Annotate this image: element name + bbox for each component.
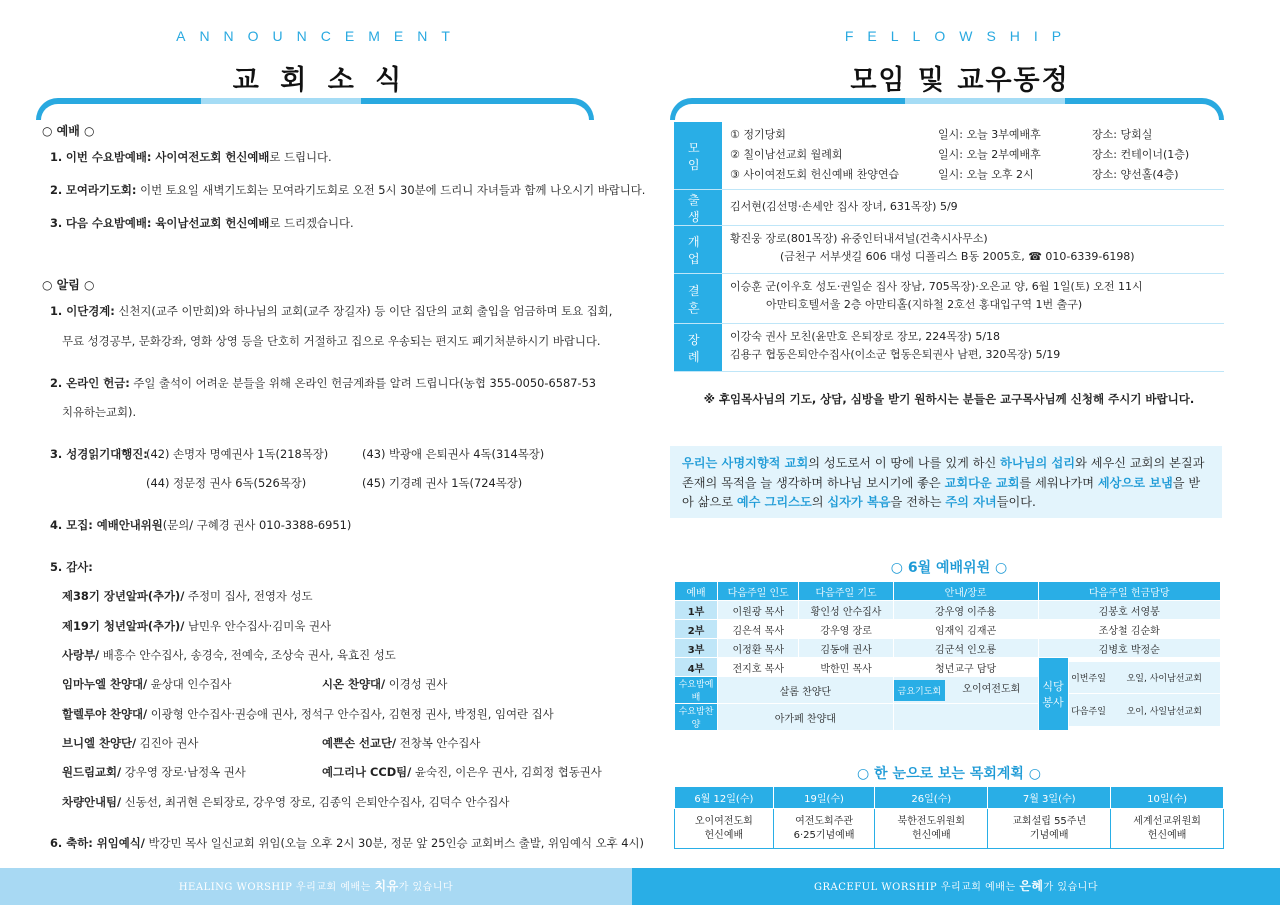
funeral-row bbox=[674, 324, 1224, 372]
wedding-label: 결 혼 bbox=[674, 274, 722, 323]
pastoral-plan-title: ○ 한 눈으로 보는 목회계획 ○ bbox=[856, 766, 1042, 782]
meeting-place: 장소: 컨테이너(1층) bbox=[1092, 148, 1190, 161]
notice-6: 6. 축하: 위임예식/ 박강민 목사 일신교회 위임(오늘 오후 2시 30분, 정문 앞 25인승 교회버스 출발, 위임예식 오후 4시) bbox=[50, 836, 644, 850]
funeral-label: 장 례 bbox=[674, 324, 722, 371]
opening-line-1: 황진웅 장로(801목장) 유중인터내셔널(건축시사무소) bbox=[730, 232, 988, 245]
table-row: 4부 전지호 목사 박한민 목사 청년교구 담당 식당 봉사 이번주일 오일, 사이남선교회 다음주일 오이, 사일남선교회 bbox=[675, 658, 1221, 677]
right-header-arc bbox=[670, 98, 1224, 120]
mission-text: 와 세우신 교회의 본질과 존재의 목적을 늘 생각하며 하나님 보시기에 좋은 bbox=[682, 456, 1205, 490]
fellowship-title: 모임 및 교우동정 bbox=[850, 65, 1070, 96]
plan-event: 교회설립 55주년 기념예배 bbox=[988, 809, 1111, 849]
thanks-item: 제19기 청년알파(추가)/ 남민우 안수집사·김미욱 권사 bbox=[62, 619, 331, 633]
bible-reading-43: (43) 박광애 은퇴권사 4독(314목장) bbox=[362, 447, 545, 461]
thanks-item: 임마누엘 찬양대/ 윤상대 인수집사 bbox=[62, 677, 232, 691]
plan-date: 26일(수) bbox=[875, 787, 988, 809]
mission-highlight: 세상으로 보냄 bbox=[1097, 475, 1173, 490]
mission-highlight: 우리는 사명지향적 교회 bbox=[682, 456, 809, 470]
thanks-item: 시온 찬양대/ 이경성 권사 bbox=[322, 677, 448, 691]
table-row: 2부 김은석 목사 강우영 장로 임재익 김재곤 조상철 김순화 bbox=[675, 620, 1221, 639]
table-header: 안내/장로 bbox=[893, 582, 1038, 601]
thanks-item: 원드림교회/ 강우영 장로·남정옥 권사 bbox=[62, 765, 246, 779]
meal-this-week-value: 오일, 사이남선교회 bbox=[1126, 674, 1202, 684]
pastor-notice: ※ 후임목사님의 기도, 상담, 심방을 받기 원하시는 분들은 교구목사님께 신청해 주시기 바랍니다. bbox=[703, 392, 1195, 406]
table-row: 1부 이원광 목사 황인성 안수집사 강우영 이주용 김봉호 서영봉 bbox=[675, 601, 1221, 620]
thanks-item: 제38기 장년알파(추가)/ 주정미 집사, 전영자 성도 bbox=[62, 589, 313, 603]
meeting-place: 장소: 양선홀(4층) bbox=[1092, 168, 1179, 181]
birth-row bbox=[674, 190, 1224, 226]
funeral-line-1: 이강숙 권사 모친(윤만호 은퇴장로 장모, 224목장) 5/18 bbox=[730, 330, 1001, 343]
mission-text: 을 전하는 bbox=[890, 495, 946, 510]
worship-item-2: 2. 모여라기도회: 이번 토요일 새벽기도회는 모여라기도회로 오전 5시 30분에 드리니 자녀들과 함께 나오시기 바랍니다. bbox=[50, 183, 646, 197]
plan-event: 오이여전도회 헌신예배 bbox=[675, 809, 774, 849]
table-header: 다음주일 기도 bbox=[799, 582, 893, 601]
table-header: 다음주일 인도 bbox=[718, 582, 799, 601]
meeting-name: ② 칠이남선교회 월례회 bbox=[730, 148, 843, 161]
left-header-arc bbox=[36, 98, 594, 120]
notice-2-cont: 치유하는교회). bbox=[62, 405, 137, 419]
thanks-item: 할렐루야 찬양대/ 이광형 안수집사·권승애 권사, 정석구 안수집사, 김현정 권사, 박정원, 임여란 집사 bbox=[62, 707, 554, 721]
thanks-item: 차량안내팀/ 신동선, 최귀현 은퇴장로, 강우영 장로, 김종익 은퇴안수집사, 김덕수 안수집사 bbox=[62, 795, 510, 809]
mission-highlight: 하나님의 섭리 bbox=[1000, 456, 1076, 470]
thanks-item: 예그리나 CCD팀/ 윤숙진, 이은우 권사, 김희정 협동권사 bbox=[322, 765, 602, 779]
birth-text: 김서현(김선명·손세안 집사 장녀, 631목장) 5/9 bbox=[730, 200, 958, 213]
opening-label: 개 업 bbox=[674, 226, 722, 273]
wed-praise-label: 수요밤찬양 bbox=[675, 704, 718, 731]
notice-5: 5. 감사: bbox=[50, 560, 93, 574]
mission-statement bbox=[670, 446, 1222, 518]
mission-text: 을 받아 삶으로 bbox=[682, 475, 1201, 510]
thanks-item: 사랑부/ 배흥수 안수집사, 송경숙, 전예숙, 조상숙 권사, 육효진 성도 bbox=[62, 648, 396, 662]
meeting-time: 일시: 오늘 오후 2시 bbox=[938, 168, 1034, 181]
wed-worship-label: 수요밤예배 bbox=[675, 677, 718, 704]
worship-committee-table bbox=[674, 581, 1221, 731]
mission-text: 를 세워나가며 bbox=[1019, 475, 1098, 490]
plan-date: 10일(수) bbox=[1111, 787, 1224, 809]
meeting-row bbox=[674, 122, 1224, 190]
wed-worship-value: 살롬 찬양단 bbox=[718, 677, 894, 704]
meal-this-week-label: 이번주일 bbox=[1071, 674, 1106, 684]
fellowship-eyebrow: FELLOWSHIP bbox=[844, 28, 1076, 44]
mission-highlight: 예수 그리스도 bbox=[736, 495, 812, 510]
announcement-eyebrow: ANNOUNCEMENT bbox=[176, 28, 464, 44]
funeral-line-2: 김용구 협동은퇴안수집사(이소군 협동은퇴권사 남편, 320목장) 5/19 bbox=[730, 348, 1061, 362]
notice-2: 2. 온라인 헌금: 주일 출석이 어려운 분들을 위해 온라인 헌금계좌를 알려 드립니다(농협 355-0050-6587-53 bbox=[50, 376, 597, 390]
notice-1-cont: 무료 성경공부, 문화강좌, 영화 상영 등을 단호히 거절하고 집으로 우송되는 편지도 폐기처분하시기 바랍니다. bbox=[62, 334, 601, 348]
opening-line-2: (금천구 서부샛길 606 대성 디폴리스 B동 2005호, ☎ 010-6339-6198) bbox=[780, 250, 1135, 264]
plan-event: 여전도회주관 6·25기념예배 bbox=[773, 809, 875, 849]
mission-highlight: 십자가 복음 bbox=[827, 495, 891, 510]
worship-heading: ○ 예배 ○ bbox=[42, 124, 95, 138]
bible-reading-42: (42) 손명자 명예권사 1독(218목장) bbox=[146, 447, 329, 461]
plan-date: 7월 3일(수) bbox=[988, 787, 1111, 809]
notice-heading: ○ 알림 ○ bbox=[42, 278, 95, 292]
plan-date: 19일(수) bbox=[773, 787, 875, 809]
wedding-line-1: 이승훈 군(이우호 성도·권일순 집사 장남, 705목장)·오은교 양, 6월 1일(토) 오전 11시 bbox=[730, 280, 1143, 293]
table-header: 다음주일 헌금담당 bbox=[1038, 582, 1221, 601]
meal-service-label: 식당 봉사 bbox=[1038, 658, 1068, 731]
meeting-name: ③ 사이여전도회 헌신예배 찬양연습 bbox=[730, 168, 900, 181]
meeting-time: 일시: 오늘 3부예배후 bbox=[938, 128, 1041, 141]
fri-prayer-value: 오이여전도회 bbox=[962, 683, 1021, 695]
mission-text: 의 성도로서 이 땅에 나를 있게 하신 bbox=[808, 456, 1001, 470]
wed-praise-value: 아가페 찬양대 bbox=[718, 704, 894, 731]
table-header: 예배 bbox=[675, 582, 718, 601]
mission-text: 의 bbox=[811, 495, 828, 510]
meal-next-week-value: 오이, 사일남선교회 bbox=[1126, 706, 1202, 717]
plan-event: 세계선교위원회 헌신예배 bbox=[1111, 809, 1224, 849]
plan-event: 북한전도위원회 헌신예배 bbox=[875, 809, 988, 849]
announcement-title: 교 회 소 식 bbox=[232, 65, 408, 96]
table-row: 3부 이정환 목사 김동애 권사 김군석 인오룡 김병호 박정순 bbox=[675, 639, 1221, 658]
birth-label: 출 생 bbox=[674, 190, 722, 225]
meeting-name: ① 정기당회 bbox=[730, 128, 786, 141]
meal-next-week-label: 다음주일 bbox=[1071, 706, 1106, 717]
meeting-place: 장소: 당회실 bbox=[1092, 128, 1153, 141]
opening-row bbox=[674, 226, 1224, 274]
meeting-time: 일시: 오늘 2부예배후 bbox=[938, 148, 1041, 161]
mission-text: 들이다. bbox=[996, 495, 1036, 510]
worship-item-3: 3. 다음 수요밤예배: 육이남선교회 헌신예배로 드리겠습니다. bbox=[50, 216, 354, 230]
thanks-item: 예쁜손 선교단/ 전창복 안수집사 bbox=[322, 736, 481, 750]
left-footer: HEALING WORSHIP 우리교회 예배는 치유가 있습니다 bbox=[0, 868, 632, 905]
worship-committee-title: ○ 6월 예배위원 ○ bbox=[890, 560, 1008, 576]
wedding-row bbox=[674, 274, 1224, 324]
bible-reading-45: (45) 기경례 권사 1독(724목장) bbox=[362, 476, 523, 490]
fri-prayer-label: 금요기도회 bbox=[894, 680, 945, 701]
notice-1: 1. 이단경계: 신천지(교주 이만희)와 하나님의 교회(교주 장길자) 등 이단 집단의 교회 출입을 엄금하며 토요 집회, bbox=[50, 304, 613, 318]
thanks-item: 브니엘 찬양단/ 김진아 권사 bbox=[62, 736, 199, 750]
mission-highlight: 교회다운 교회 bbox=[944, 475, 1020, 490]
bible-reading-44: (44) 정문정 권사 6독(526목장) bbox=[146, 476, 307, 490]
notice-3: 3. 성경읽기대행진: bbox=[50, 447, 148, 461]
mission-highlight: 주의 자녀 bbox=[945, 495, 997, 510]
pastoral-plan-table bbox=[674, 786, 1224, 849]
meeting-label: 모 임 bbox=[674, 122, 722, 189]
right-footer: GRACEFUL WORSHIP 우리교회 예배는 은혜가 있습니다 bbox=[632, 868, 1280, 905]
plan-date: 6월 12일(수) bbox=[675, 787, 774, 809]
notice-4: 4. 모집: 예배안내위원(문의/ 구혜경 권사 010-3388-6951) bbox=[50, 518, 352, 532]
worship-item-1: 1. 이번 수요밤예배: 사이여전도회 헌신예배로 드립니다. bbox=[50, 150, 332, 164]
wedding-line-2: 아만티호텔서울 2층 아만티홀(지하철 2호선 홍대입구역 1번 출구) bbox=[766, 298, 1083, 312]
